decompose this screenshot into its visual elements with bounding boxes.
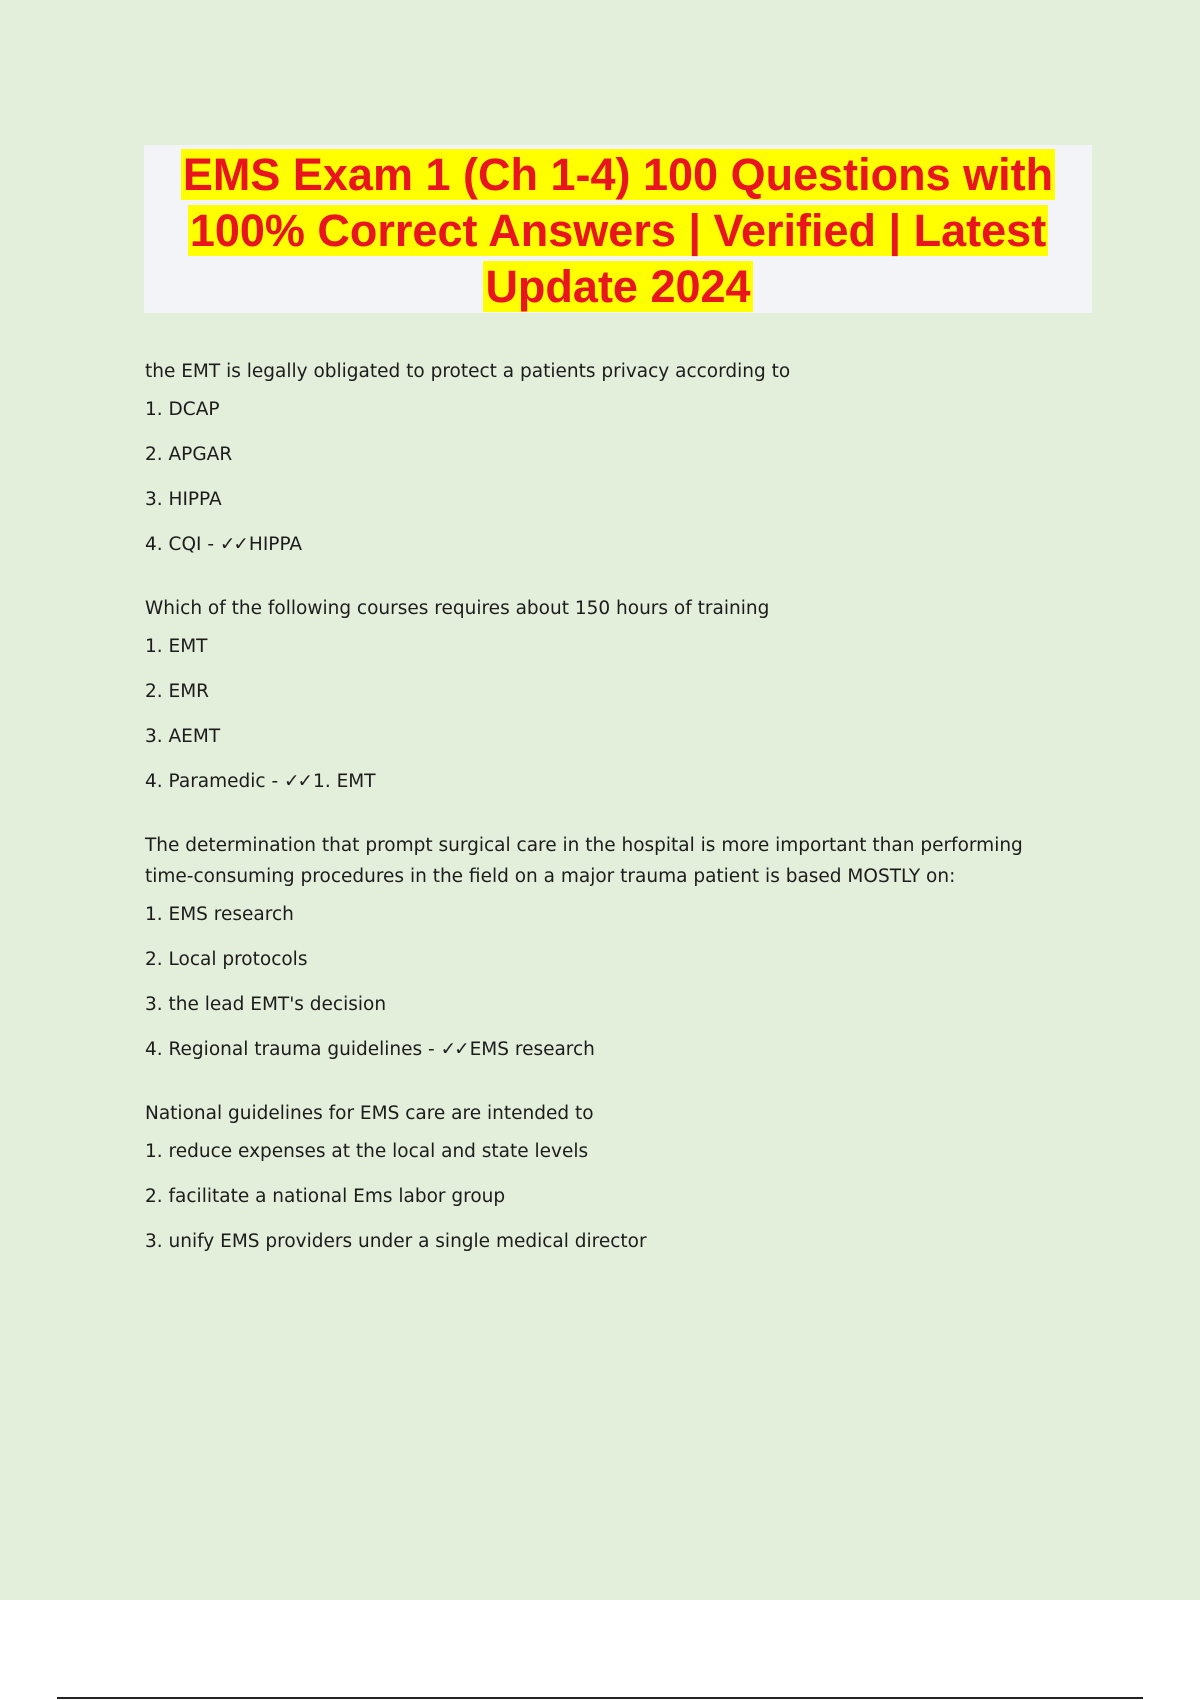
- answer-option-label: 4. CQI -: [145, 534, 220, 555]
- correct-answer: 1. EMT: [313, 771, 376, 792]
- double-check-icon: ✓✓: [284, 771, 312, 792]
- answer-option-with-answer: [145, 1039, 1065, 1061]
- answer-option: 2. facilitate a national Ems labor group: [145, 1186, 506, 1207]
- correct-answer: EMS research: [469, 1039, 595, 1060]
- double-check-icon: ✓✓: [440, 1039, 468, 1060]
- page-divider: [57, 1697, 1143, 1699]
- question-text: The determination that prompt surgical care in the hospital is more important than performing time-consuming procedures in the field on a major trauma patient is based MOSTLY on:: [145, 835, 1023, 887]
- question-block: [145, 593, 1065, 793]
- question-list: [145, 356, 1065, 1290]
- answer-option: 1. EMT: [145, 636, 208, 657]
- answer-option: 1. DCAP: [145, 399, 220, 420]
- question-text: National guidelines for EMS care are intended to: [145, 1103, 594, 1124]
- answer-option: 2. APGAR: [145, 444, 233, 465]
- answer-option: 3. unify EMS providers under a single medical director: [145, 1231, 647, 1252]
- answer-option: 3. HIPPA: [145, 489, 222, 510]
- answer-option: 3. AEMT: [145, 726, 221, 747]
- answer-option: 2. Local protocols: [145, 949, 308, 970]
- title-box: [144, 145, 1092, 313]
- answer-option: 1. EMS research: [145, 904, 294, 925]
- question-text: the EMT is legally obligated to protect a patients privacy according to: [145, 361, 791, 382]
- question-text: Which of the following courses requires about 150 hours of training: [145, 598, 770, 619]
- correct-answer: HIPPA: [248, 534, 303, 555]
- answer-option-with-answer: [145, 771, 1065, 793]
- question-block: [145, 356, 1065, 556]
- answer-option: 2. EMR: [145, 681, 210, 702]
- answer-option: 3. the lead EMT's decision: [145, 994, 387, 1015]
- answer-option-label: 4. Paramedic -: [145, 771, 285, 792]
- answer-option-label: 4. Regional trauma guidelines -: [145, 1039, 441, 1060]
- answer-option: 1. reduce expenses at the local and state levels: [145, 1141, 589, 1162]
- question-block: [145, 1098, 1065, 1253]
- document-title: EMS Exam 1 (Ch 1-4) 100 Questions with 100% Correct Answers | Verified | Latest Update 2024: [182, 149, 1054, 312]
- question-block: [145, 830, 1065, 1061]
- double-check-icon: ✓✓: [219, 534, 247, 555]
- answer-option-with-answer: [145, 534, 1065, 556]
